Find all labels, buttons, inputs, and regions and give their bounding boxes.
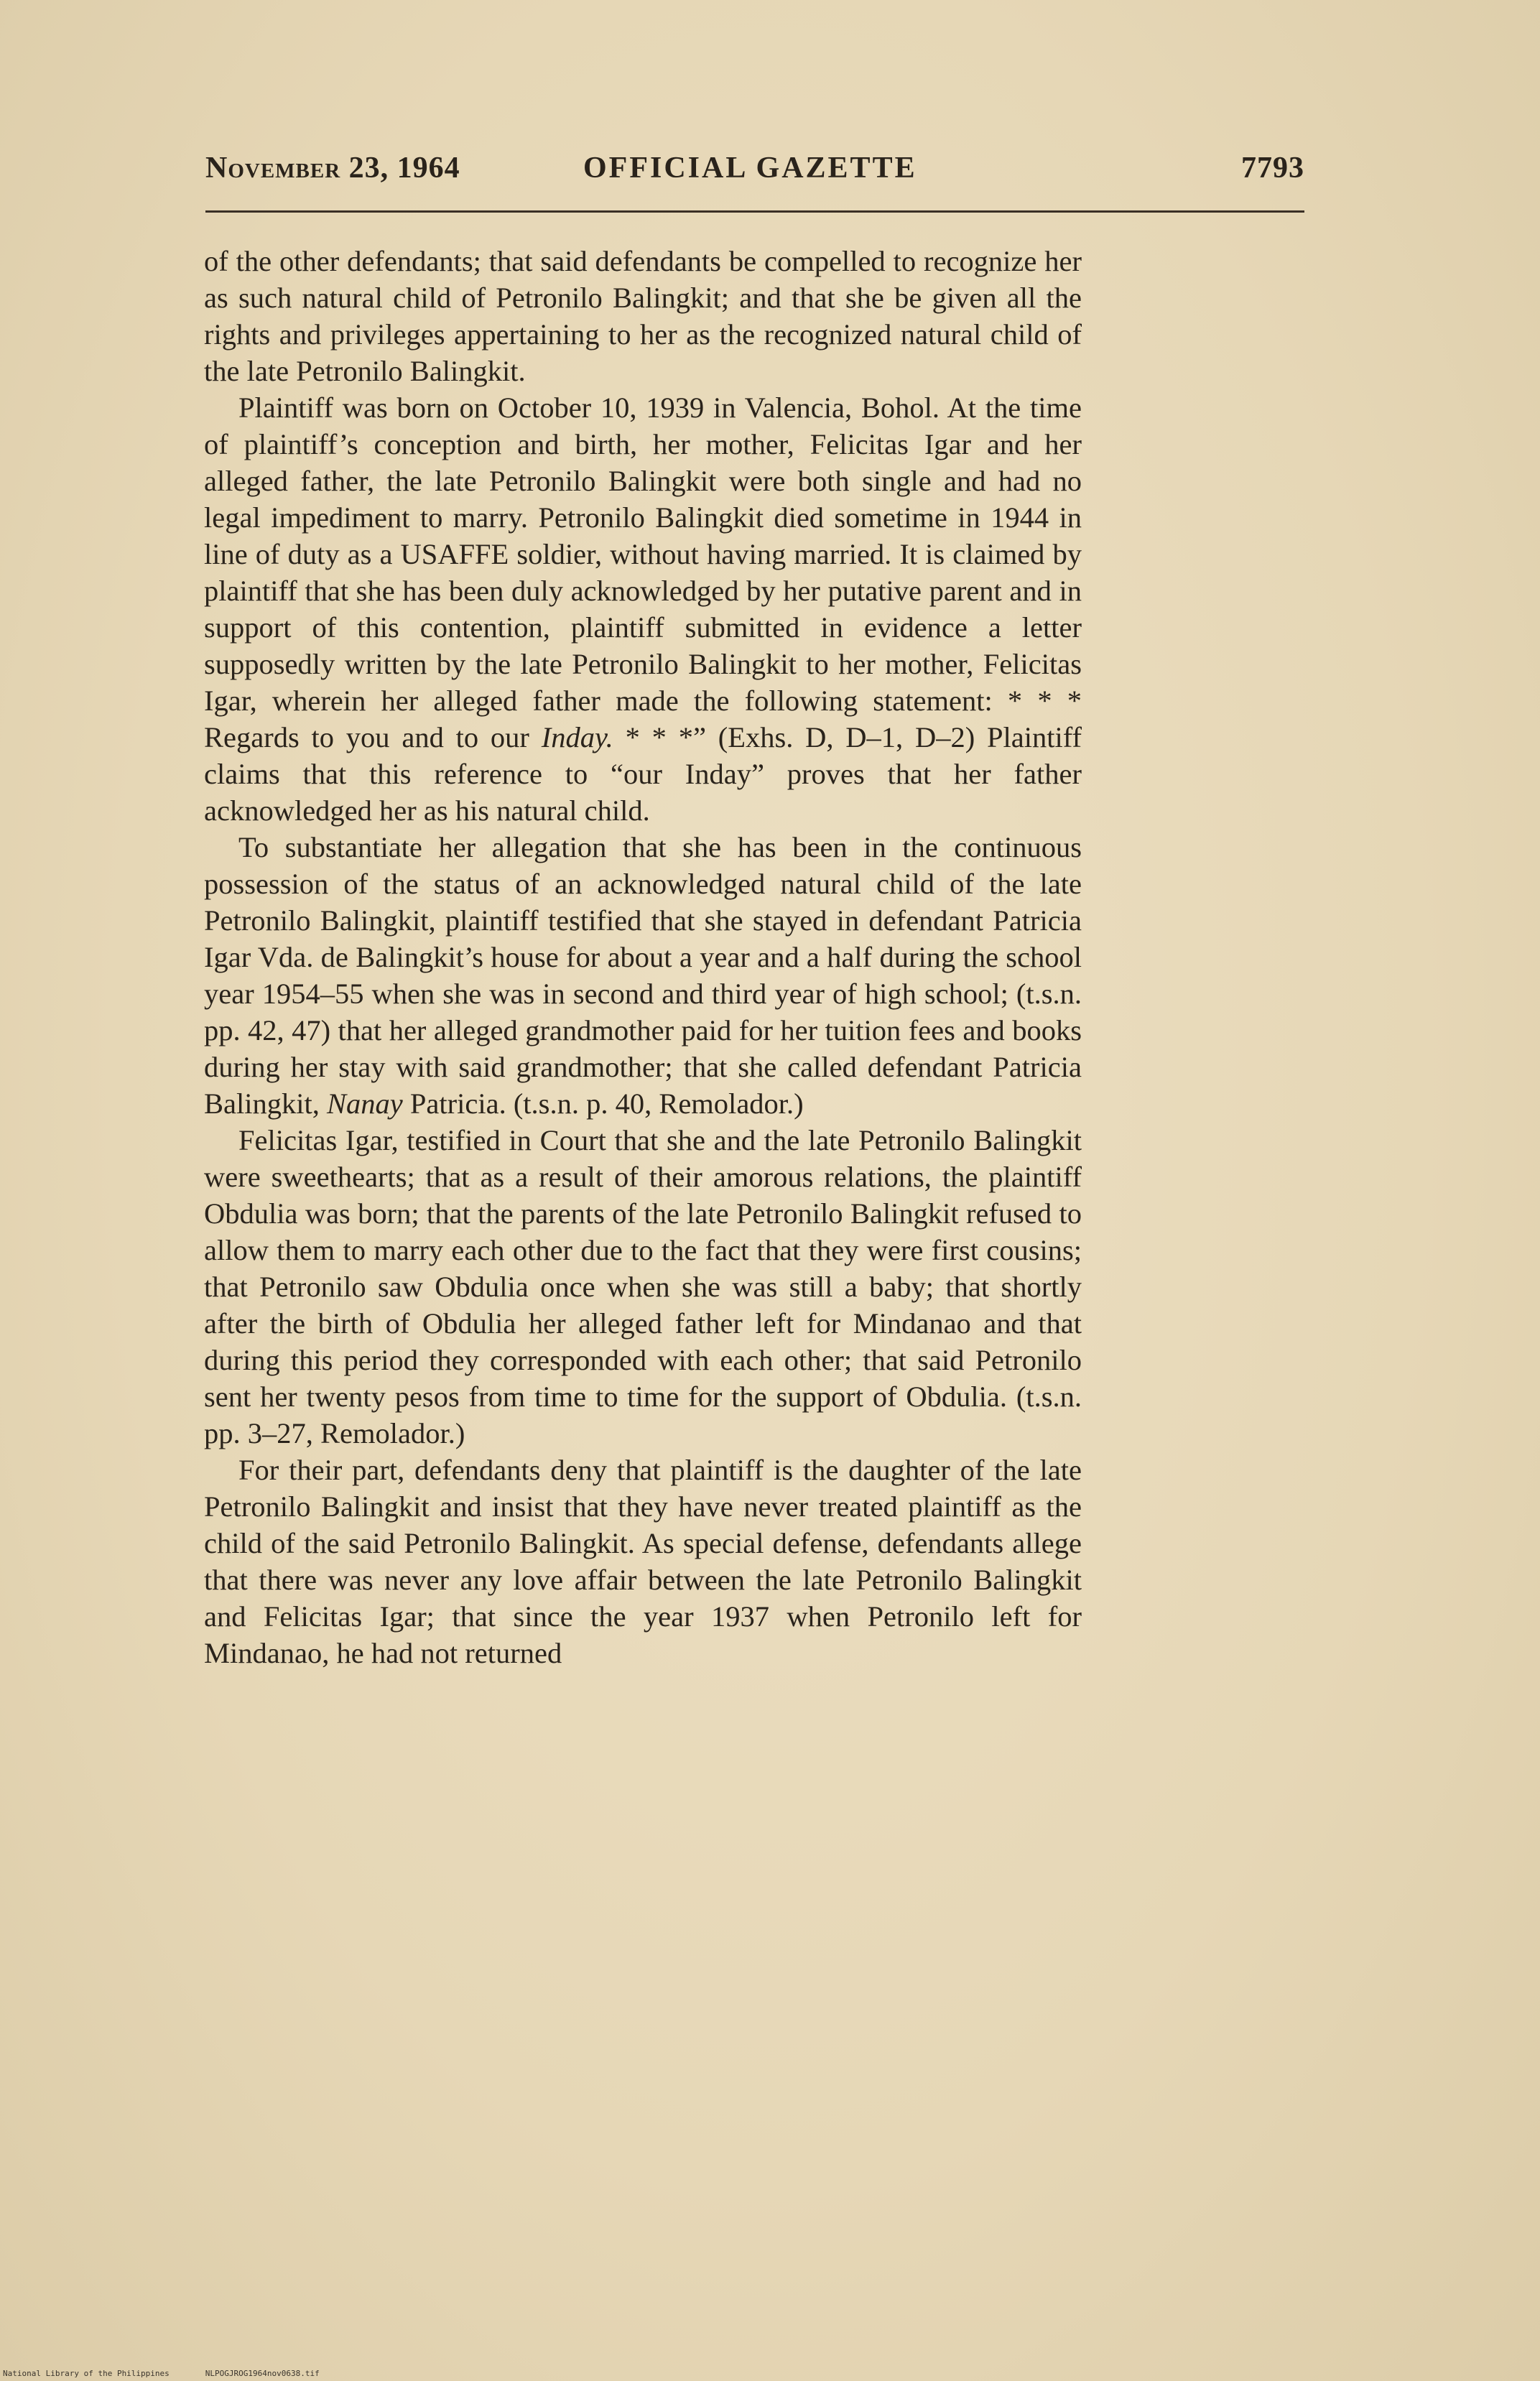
scan-footer (3, 2369, 320, 2378)
header-rule (205, 210, 1304, 213)
header-date: November 23, 1964 (205, 152, 460, 185)
paragraph-text: Patricia. (t.s.n. p. 40, Remolador.) (402, 1087, 804, 1120)
paragraph-felicitas-testimony: Felicitas Igar, testified in Court that she and the late Petronilo Balingkit were sweethearts; that as a result of their amorous relations, the plaintiff Obdulia was born; that the parents of the late Petronilo Balingkit refused to allow them to marry each other due to the fact that they were first cousins; that Petronilo saw Obdulia once when she was still a baby; that shortly after the birth of Obdulia her alleged father left for Mindanao and that during this period they corresponded with each other; that said Petronilo sent her twenty pesos from time to time for the support of Obdulia. (t.s.n. pp. 3–27, Remolador.) (204, 1124, 1082, 1449)
paragraph-continued: of the other defendants; that said defendants be compelled to recognize her as such natural child of Petronilo Balingkit; and that she be given all the rights and privileges appertaining to her as the recognized natural child of the late Petronilo Balingkit. (204, 245, 1082, 387)
body-text (204, 243, 1082, 1671)
paragraph-text: Plaintiff was born on October 10, 1939 in Valencia, Bohol. At the time of plaintiff’s conception and birth, her mother, Felicitas Igar and her alleged father, the late Petronilo Balingkit were both single and had no legal impediment to marry. Petronilo Balingkit died sometime in 1944 in line of duty as a USAFFE soldier, without having married. It is claimed by plaintiff that she has been duly acknowledged by her putative parent and in support of this contention, plaintiff submitted in evidence a letter supposedly written by the late Petronilo Balingkit to her mother, Felicitas Igar, wherein her alleged father made the following statement: * * * Regards to you and to our (204, 391, 1082, 753)
paragraph-text: * * *” (Exhs. D, D–1, D–2) Plaintiff claims that this reference to “our Inday” proves that her father acknowledged her as his natural child. (204, 721, 1082, 827)
header-title: OFFICIAL GAZETTE (583, 152, 917, 185)
paragraph-plaintiff-birth (204, 389, 1082, 829)
paragraph-text: To substantiate her allegation that she has been in the continuous possession of the status of an acknowledged natural child of the late Petronilo Balingkit, plaintiff testified that she stayed in defendant Patricia Igar Vda. de Balingkit’s house for about a year and a half during the school year 1954–55 when she was in second and third year of high school; (t.s.n. pp. 42, 47) that her alleged grandmother paid for her tuition fees and books during her stay with said grandmother; that she called defendant Patricia Balingkit, (204, 831, 1082, 1120)
italic-term: Nanay (327, 1087, 403, 1120)
paragraph-defendants-denial: For their part, defendants deny that plaintiff is the daughter of the late Petronilo Balingkit and insist that they have never treated plaintiff as the child of the said Petronilo Balingkit. As special defense, defendants allege that there was never any love affair between the late Petronilo Balingkit and Felicitas Igar; that since the year 1937 when Petronilo left for Mindanao, he had not returned (204, 1454, 1082, 1669)
footer-file-id: NLPOGJROG1964nov0638.tif (205, 2369, 320, 2378)
running-header (205, 151, 1304, 194)
header-page-number: 7793 (1241, 152, 1304, 185)
italic-term: Inday. (541, 721, 613, 753)
footer-library: National Library of the Philippines (3, 2369, 170, 2378)
paragraph-continuous-possession (204, 829, 1082, 1122)
